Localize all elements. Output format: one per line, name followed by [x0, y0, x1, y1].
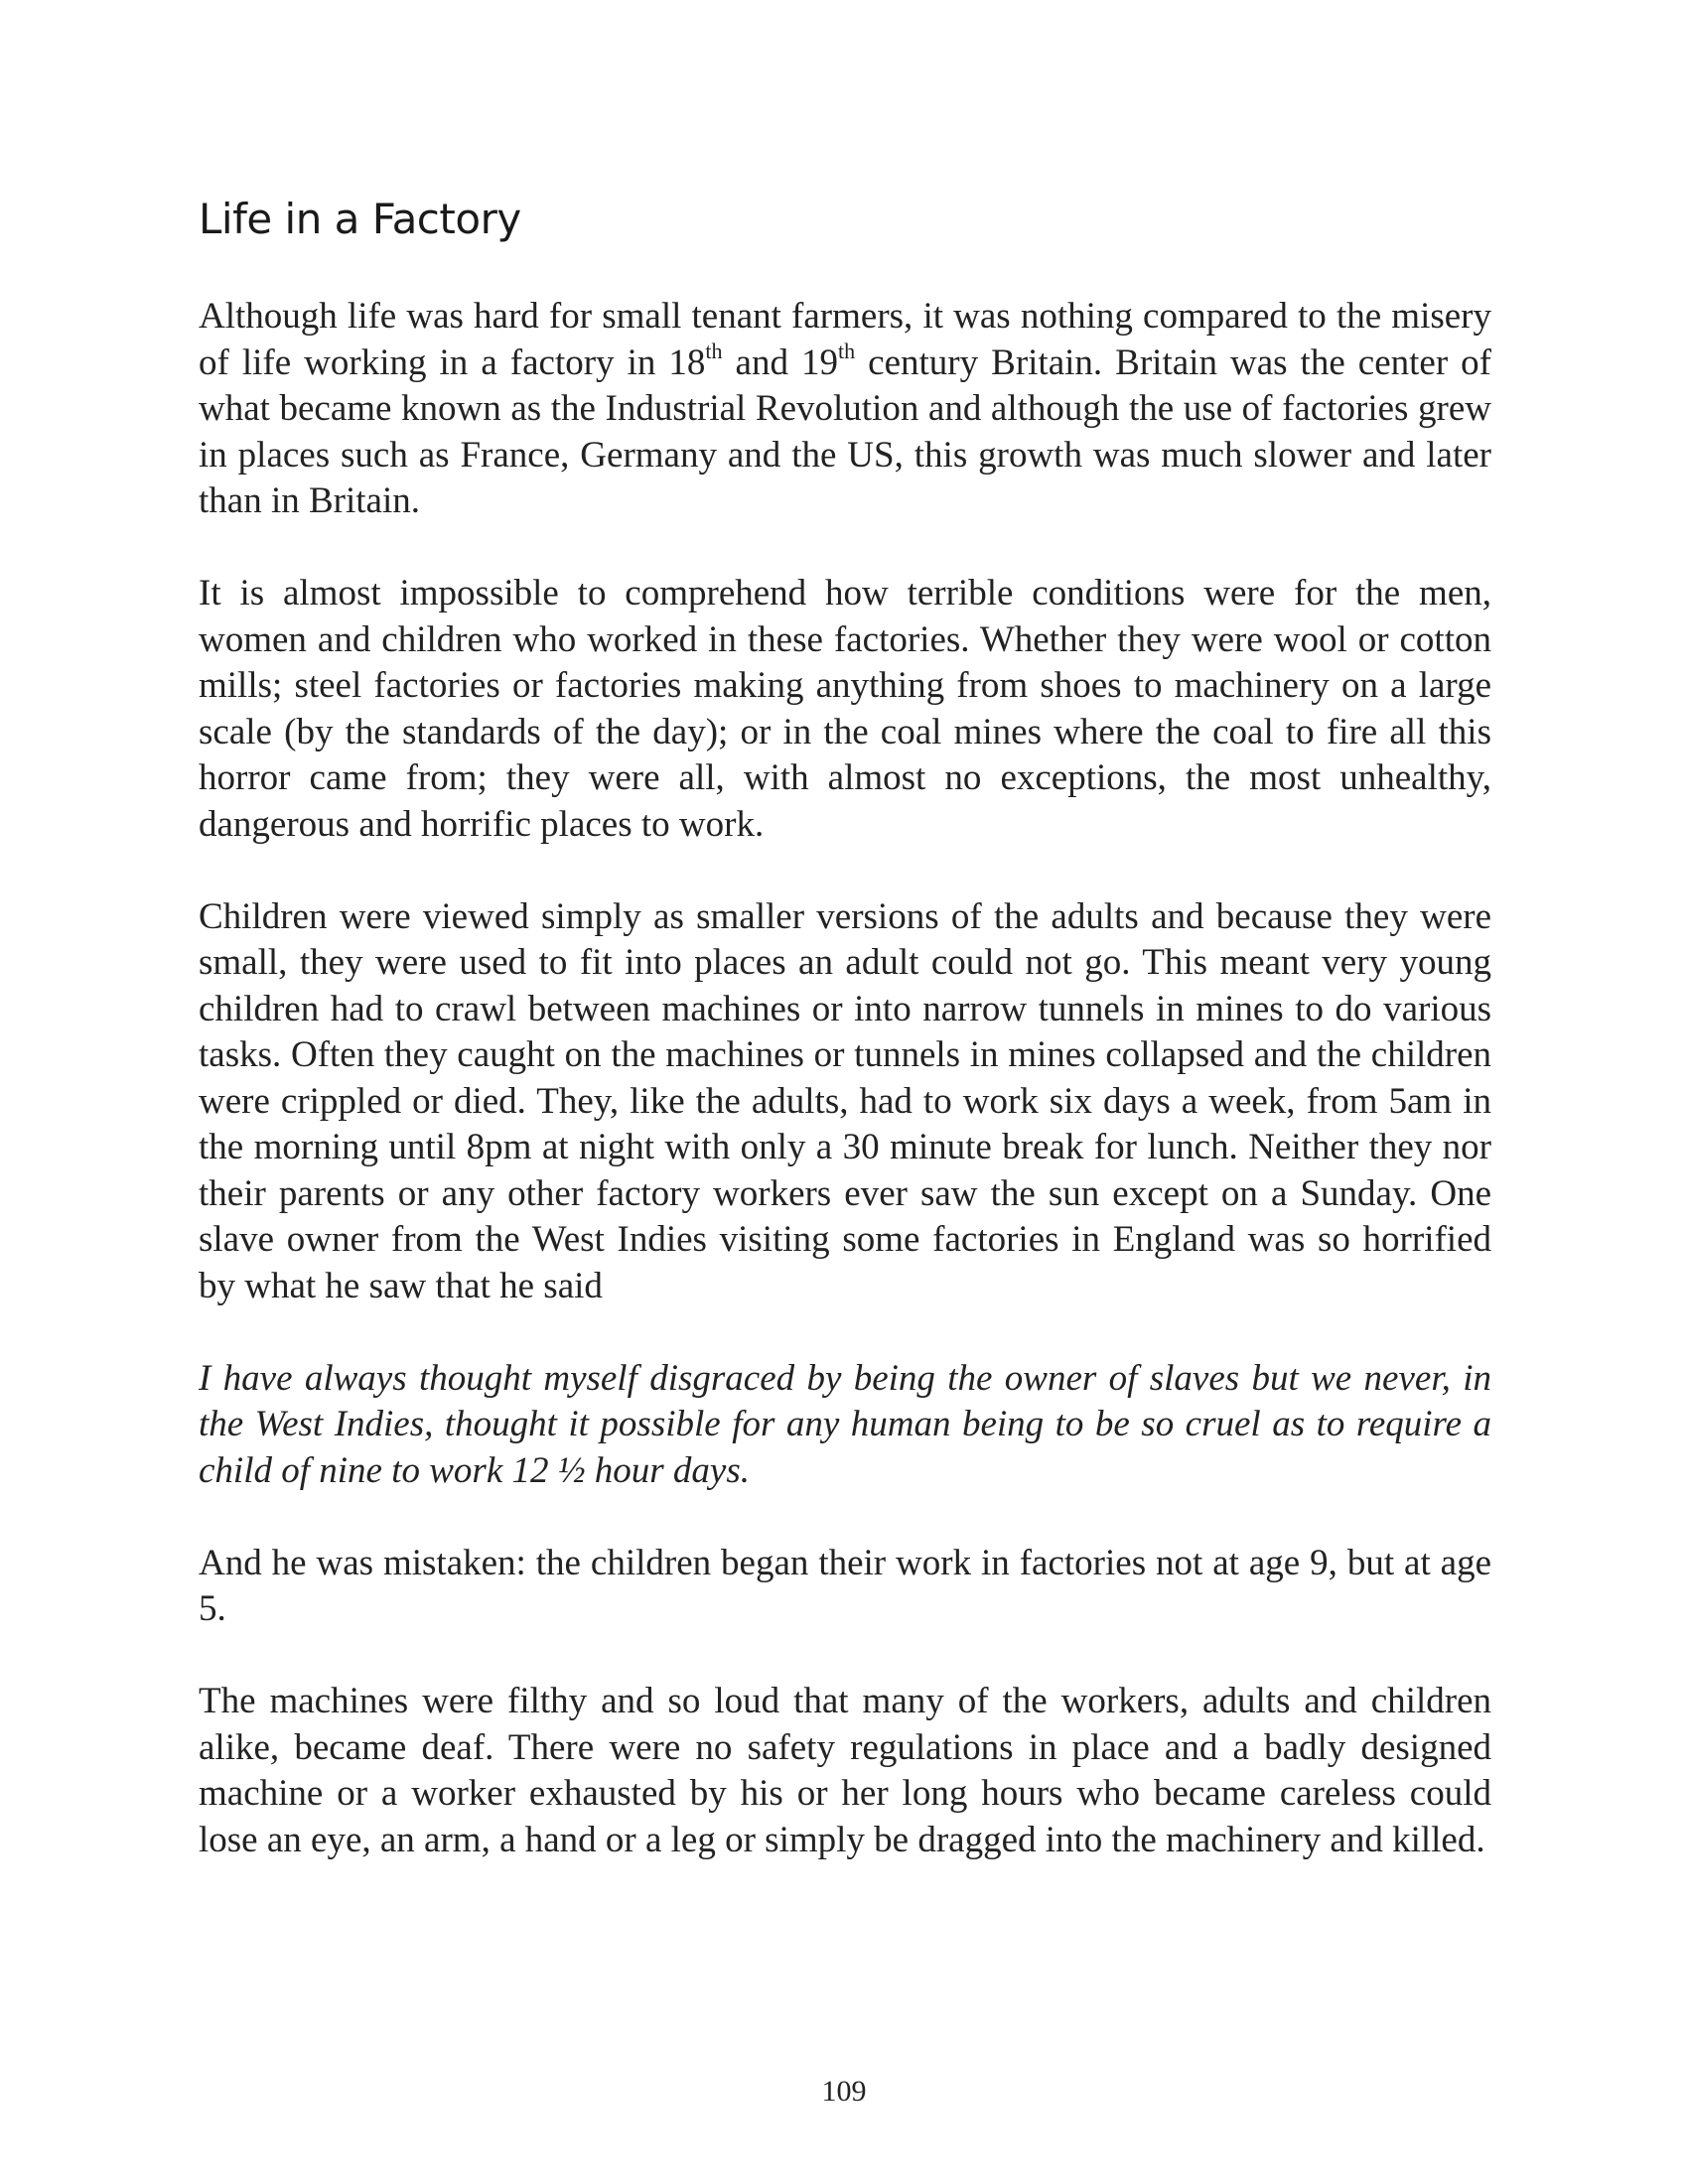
paragraph-1-part-2: and 19	[722, 341, 839, 383]
paragraph-3: Children were viewed simply as smaller versions of the adults and because they were small, they were used to fit into places an adult could not go. This meant very young children had to crawl between machines or into narrow tunnels in mines to do various tasks. Often they caught on the machines or tunnels in mines collapsed and the children were crippled or died. They, like the adults, had to work six days a week, from 5am in the morning until 8pm at night with only a 30 minute break for lunch. Neither they nor their parents or any other factory workers ever saw the sun except on a Sunday. One slave owner from the West Indies visiting some factories in England was so horrified by what he saw that he said	[199, 895, 1491, 1306]
page-number: 109	[821, 2075, 867, 2108]
paragraph-4: And he was mistaken: the children began their work in factories not at age 9, but at age 5.	[199, 1542, 1491, 1629]
paragraph-1-part-1: Although life was hard for small tenant farmers, it was nothing compared to the misery of life working in a factory in 18	[199, 296, 1491, 383]
body-text	[199, 294, 1491, 1910]
paragraph-2: It is almost impossible to comprehend how terrible conditions were for the men, women and children who worked in these factories. Whether they were wool or cotton mills; steel factories or factories making anything from shoes to machinery on a large scale (by the standards of the day); or in the coal mines where the coal to fire all this horror came from; they were all, with almost no exceptions, the most unhealthy, dangerous and horrific places to work.	[199, 573, 1491, 845]
paragraph-1-part-3: century Britain. Britain was the center of what became known as the Industrial Revolution and although the use of factories grew in places such as France, Germany and the US, this growth was much slower and later than in Britain.	[199, 341, 1491, 521]
paragraph-1	[199, 294, 1491, 525]
paragraph-5: The machines were filthy and so loud that many of the workers, adults and children alike, became deaf. There were no safety regulations in place and a badly designed machine or a worker exhausted by his or her long hours who became careless could lose an eye, an arm, a hand or a leg or simply be dragged into the machinery and killed.	[199, 1681, 1491, 1860]
section-heading: Life in a Factory	[199, 195, 521, 243]
ordinal-suffix-1: th	[705, 339, 723, 364]
block-quote: I have always thought myself disgraced by being the owner of slaves but we never, in the West Indies, thought it possible for any human being to be so cruel as to require a child of nine to work 12 ½ hour days.	[199, 1357, 1491, 1491]
ordinal-suffix-2: th	[838, 339, 856, 364]
